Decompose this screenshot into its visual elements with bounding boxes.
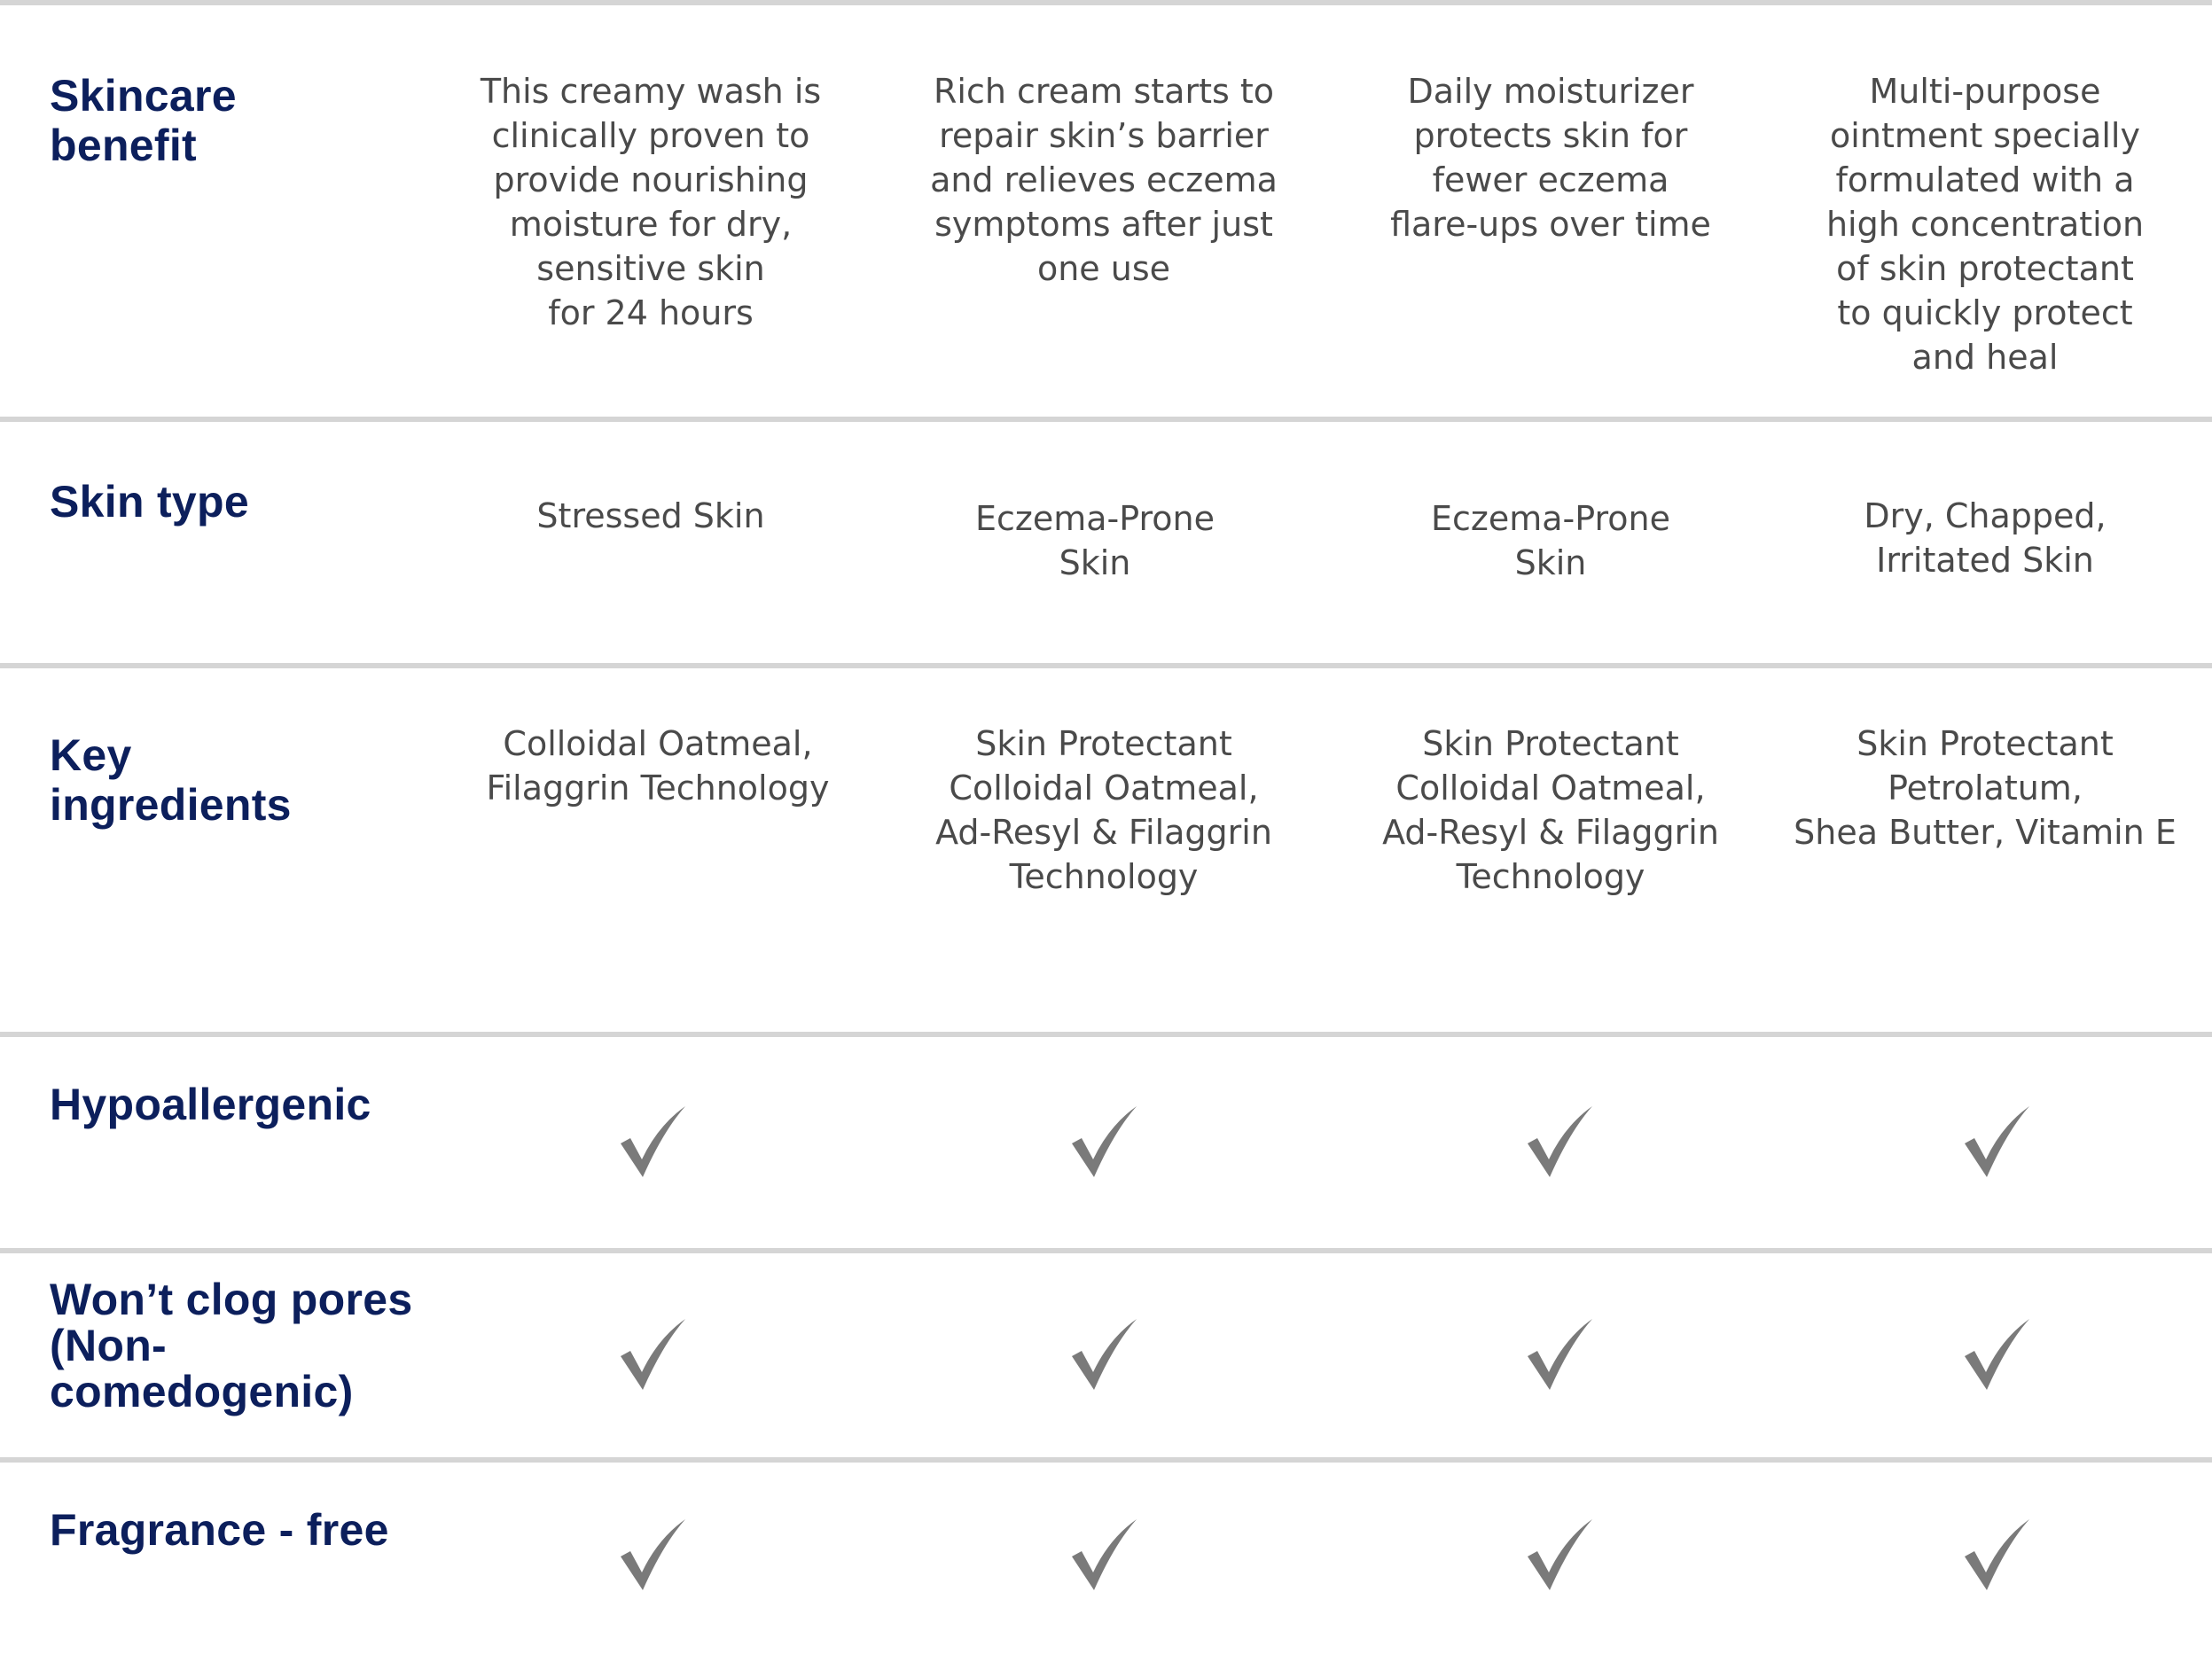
benefit-cell-2: Rich cream starts to repair skin’s barrier and relieves eczema symptoms after just one use (930, 72, 1278, 288)
benefit-cell-3: Daily moisturizer protects skin for fewer eczema flare-ups over time (1390, 72, 1711, 244)
ingredients-cell-2: Skin Protectant Colloidal Oatmeal, Ad-Resyl & Filaggrin Technology (935, 724, 1272, 896)
checkmark-icon (1070, 1517, 1137, 1592)
skin-type-cell-4: Dry, Chapped, Irritated Skin (1864, 496, 2106, 580)
skin-type-cell-2: Eczema-Prone Skin (975, 499, 1215, 582)
checkmark-icon (1526, 1317, 1593, 1392)
checkmark-icon (1526, 1517, 1593, 1592)
row-divider (0, 1248, 2212, 1253)
ingredients-cell-4: Skin Protectant Petrolatum, Shea Butter, Vitamin E (1794, 724, 2177, 852)
row-label-non-comedogenic: Won’t clog pores (Non- comedogenic) (50, 1275, 413, 1416)
row-label-skincare-benefit: Skincare benefit (50, 71, 237, 170)
checkmark-icon (1526, 1104, 1593, 1179)
row-divider (0, 1457, 2212, 1463)
ingredients-cell-3: Skin Protectant Colloidal Oatmeal, Ad-Resyl & Filaggrin Technology (1382, 724, 1719, 896)
row-divider (0, 1032, 2212, 1037)
benefit-cell-4: Multi-purpose ointment specially formulated with a high concentration of skin protectant to quickly protect and heal (1825, 72, 2145, 377)
row-label-skin-type: Skin type (50, 477, 249, 527)
benefit-cell-1: This creamy wash is clinically proven to provide nourishing moisture for dry, sensitive skin for 24 hours (480, 72, 822, 332)
checkmark-icon (619, 1517, 686, 1592)
row-divider (0, 663, 2212, 668)
checkmark-icon (1070, 1104, 1137, 1179)
checkmark-icon (1963, 1104, 2030, 1179)
row-label-key-ingredients: Key ingredients (50, 730, 292, 830)
checkmark-icon (619, 1317, 686, 1392)
row-label-fragrance-free: Fragrance - free (50, 1505, 389, 1555)
checkmark-icon (1070, 1317, 1137, 1392)
row-divider (0, 417, 2212, 422)
skin-type-cell-3: Eczema-Prone Skin (1431, 499, 1670, 582)
ingredients-cell-1: Colloidal Oatmeal, Filaggrin Technology (486, 724, 830, 807)
checkmark-icon (1963, 1317, 2030, 1392)
checkmark-icon (1963, 1517, 2030, 1592)
row-divider (0, 0, 2212, 5)
checkmark-icon (619, 1104, 686, 1179)
skin-type-cell-1: Stressed Skin (536, 496, 765, 535)
row-label-hypoallergenic: Hypoallergenic (50, 1080, 371, 1129)
